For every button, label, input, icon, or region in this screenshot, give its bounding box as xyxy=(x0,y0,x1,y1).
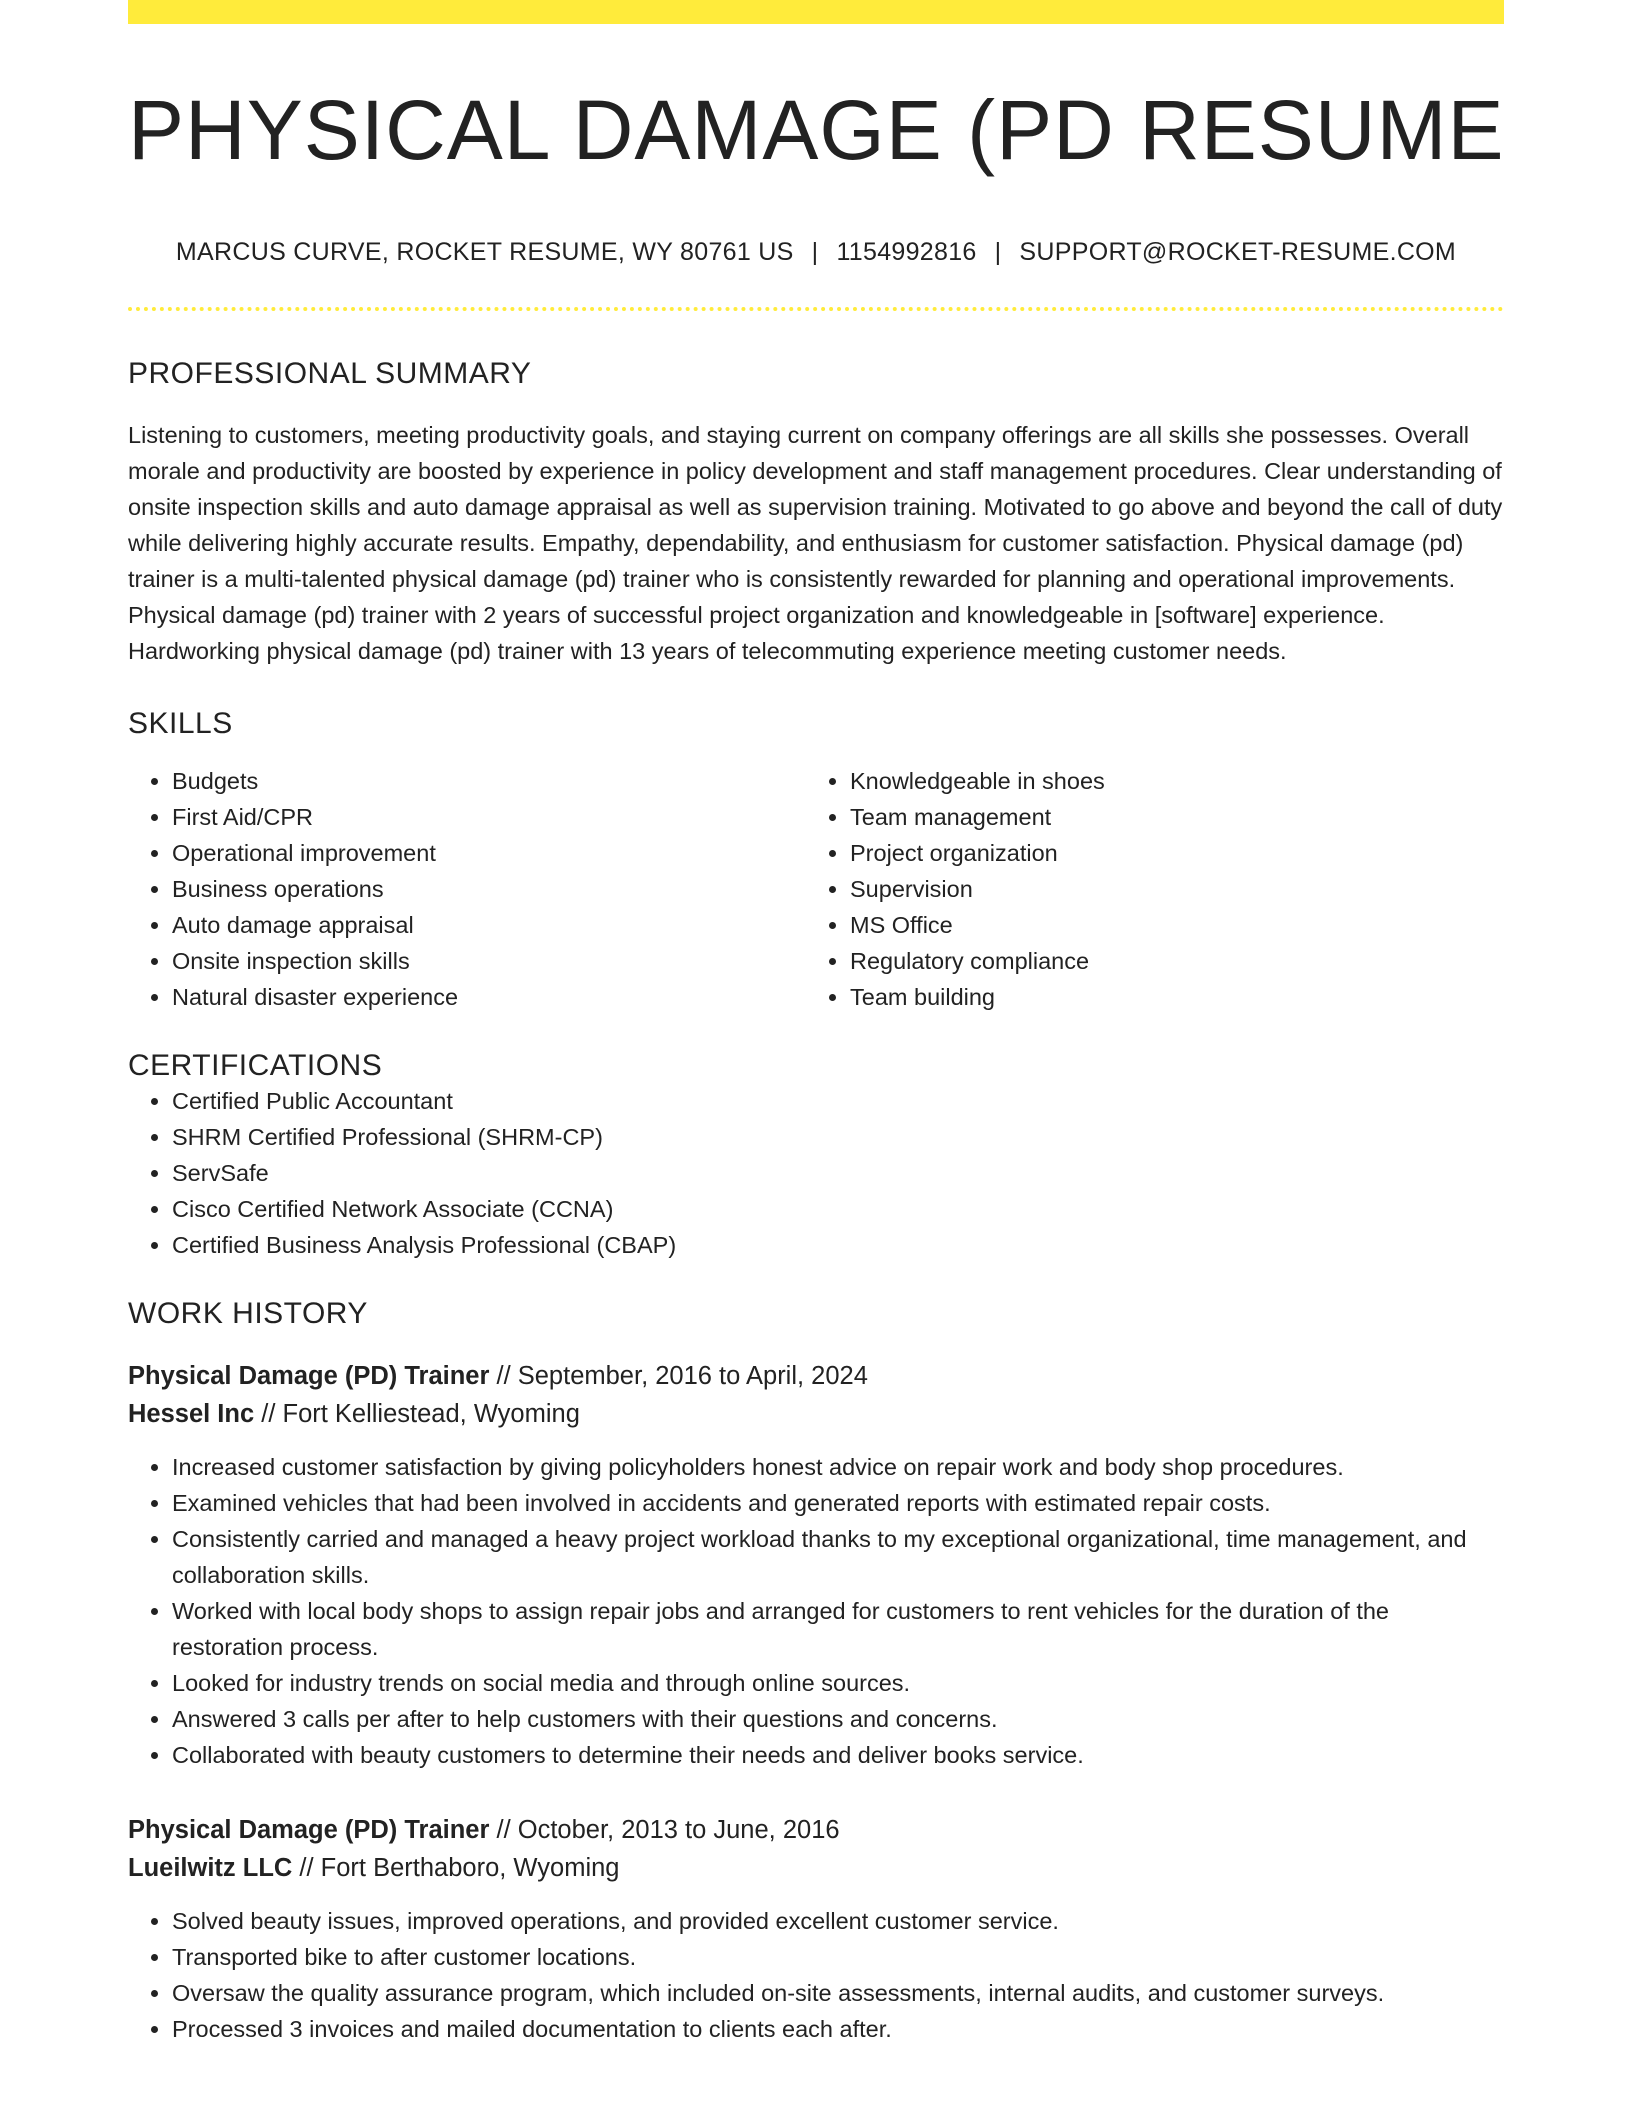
job-title-line xyxy=(128,1357,1504,1395)
contact-email: SUPPORT@ROCKET-RESUME.COM xyxy=(1019,238,1457,267)
job-position: Physical Damage (PD) Trainer xyxy=(128,1816,490,1845)
certification-item: • Certified Business Analysis Professional (CBAP) xyxy=(172,1227,1504,1263)
section-title-summary: PROFESSIONAL SUMMARY xyxy=(128,357,532,391)
job-duty-item: • Increased customer satisfaction by giving policyholders honest advice on repair work and body shop procedures. xyxy=(172,1449,1504,1485)
skill-item: • MS Office xyxy=(850,907,1484,943)
job-duty-item: • Collaborated with beauty customers to determine their needs and deliver books service. xyxy=(172,1737,1504,1773)
certification-item: • ServSafe xyxy=(172,1155,1504,1191)
header-divider xyxy=(128,307,1504,311)
contact-phone: 1154992816 xyxy=(836,238,977,267)
skill-item: • Operational improvement xyxy=(172,835,806,871)
job-duty-item: • Examined vehicles that had been involved in accidents and generated reports with estimated repair costs. xyxy=(172,1485,1504,1521)
skills-column-right xyxy=(806,763,1484,1015)
skill-item: • Team management xyxy=(850,799,1484,835)
skills-column-left xyxy=(128,763,806,1015)
skill-item: • Budgets xyxy=(172,763,806,799)
job-duties-list xyxy=(128,1903,1504,2047)
skills-list xyxy=(128,763,1504,1015)
contact-separator: | xyxy=(811,238,819,267)
job-dates: // October, 2013 to June, 2016 xyxy=(489,1816,840,1845)
resume-page xyxy=(128,0,1504,2047)
job-duty-item: • Answered 3 calls per after to help customers with their questions and concerns. xyxy=(172,1701,1504,1737)
job-position: Physical Damage (PD) Trainer xyxy=(128,1362,490,1391)
skill-item: • Project organization xyxy=(850,835,1484,871)
job-duty-item: • Transported bike to after customer locations. xyxy=(172,1939,1504,1975)
job-entry xyxy=(128,1357,1504,1773)
skill-item: • Knowledgeable in shoes xyxy=(850,763,1484,799)
certification-item: • Cisco Certified Network Associate (CCNA) xyxy=(172,1191,1504,1227)
skill-item: • Team building xyxy=(850,979,1484,1015)
contact-line xyxy=(128,238,1504,267)
skill-item: • Natural disaster experience xyxy=(172,979,806,1015)
certifications-list xyxy=(128,1083,1504,1263)
job-title-line xyxy=(128,1811,1504,1849)
section-title-work-history: WORK HISTORY xyxy=(128,1297,368,1331)
job-entry xyxy=(128,1811,1504,2047)
contact-separator: | xyxy=(994,238,1002,267)
job-duty-item: • Processed 3 invoices and mailed documentation to clients each after. xyxy=(172,2011,1504,2047)
section-title-skills: SKILLS xyxy=(128,707,233,741)
job-company: Lueilwitz LLC xyxy=(128,1854,293,1883)
job-duty-item: • Consistently carried and managed a heavy project workload thanks to my exceptional organizational, time management, and collaboration skills. xyxy=(172,1521,1504,1593)
job-dates: // September, 2016 to April, 2024 xyxy=(489,1362,868,1391)
job-duties-list xyxy=(128,1449,1504,1773)
job-duty-item: • Oversaw the quality assurance program, which included on-site assessments, internal audits, and customer surveys. xyxy=(172,1975,1504,2011)
skill-item: • Onsite inspection skills xyxy=(172,943,806,979)
contact-address: MARCUS CURVE, ROCKET RESUME, WY 80761 US xyxy=(175,238,794,267)
skill-item: • Regulatory compliance xyxy=(850,943,1484,979)
summary-text: Listening to customers, meeting productivity goals, and staying current on company offerings are all skills she possesses. Overall morale and productivity are boosted by experience in policy development and staff management procedures. Clear understanding of onsite inspection skills and auto damage appraisal as well as supervision training. Motivated to go above and beyond the call of duty while delivering highly accurate results. Empathy, dependability, and enthusiasm for customer satisfaction. Physical damage (pd) trainer is a multi-talented physical damage (pd) trainer who is consistently rewarded for planning and operational improvements. Physical damage (pd) trainer with 2 years of successful project organization and knowledgeable in [software] experience. Hardworking physical damage (pd) trainer with 13 years of telecommuting experience meeting customer needs. xyxy=(128,422,1503,665)
certification-item: • Certified Public Accountant xyxy=(172,1083,1504,1119)
job-location: // Fort Berthaboro, Wyoming xyxy=(292,1854,620,1883)
skill-item: • Business operations xyxy=(172,871,806,907)
resume-title: PHYSICAL DAMAGE (PD RESUME xyxy=(128,83,1505,177)
section-title-certifications: CERTIFICATIONS xyxy=(128,1049,383,1083)
job-duty-item: • Looked for industry trends on social media and through online sources. xyxy=(172,1665,1504,1701)
job-company-line xyxy=(128,1849,1504,1887)
job-location: // Fort Kelliestead, Wyoming xyxy=(254,1400,580,1429)
skill-item: • Auto damage appraisal xyxy=(172,907,806,943)
job-company: Hessel Inc xyxy=(128,1400,255,1429)
job-duty-item: • Solved beauty issues, improved operations, and provided excellent customer service. xyxy=(172,1903,1504,1939)
skill-item: • First Aid/CPR xyxy=(172,799,806,835)
job-duty-item: • Worked with local body shops to assign repair jobs and arranged for customers to rent vehicles for the duration of the restoration process. xyxy=(172,1593,1504,1665)
skill-item: • Supervision xyxy=(850,871,1484,907)
top-accent-bar xyxy=(128,0,1504,24)
certification-item: • SHRM Certified Professional (SHRM-CP) xyxy=(172,1119,1504,1155)
job-company-line xyxy=(128,1395,1504,1433)
